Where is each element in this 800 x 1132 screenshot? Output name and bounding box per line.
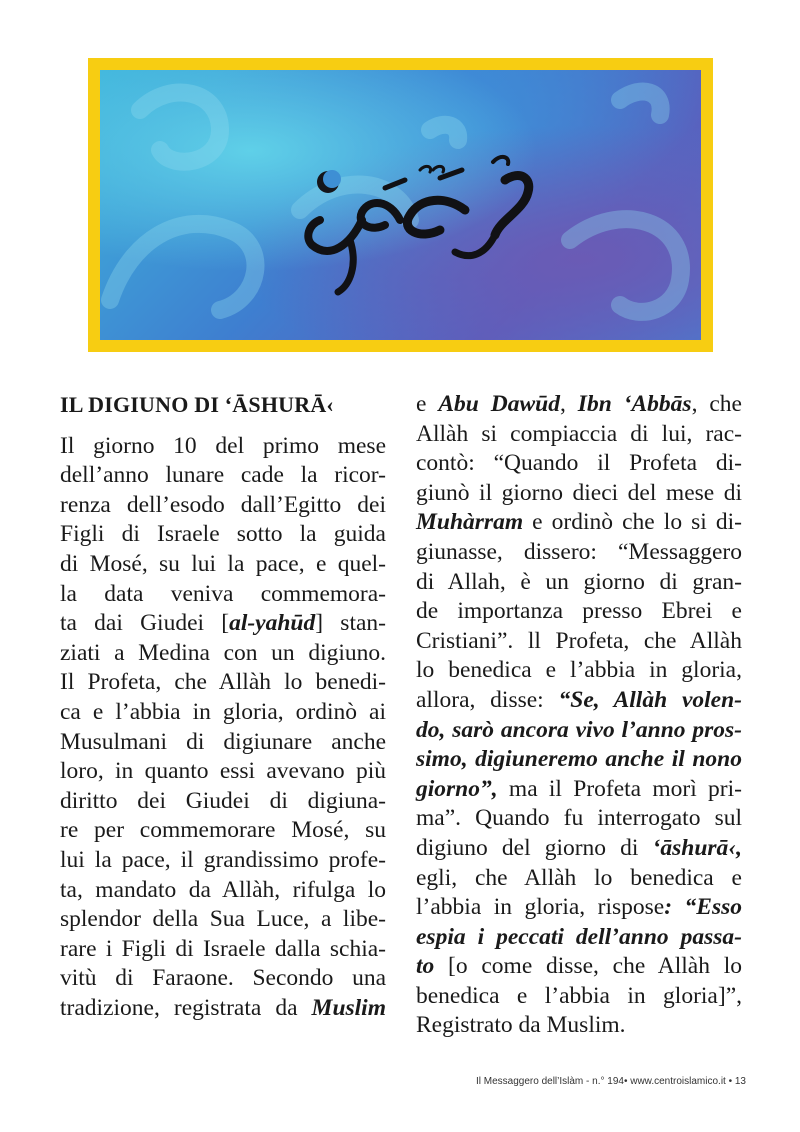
text-segment: [o come disse, che Allàh lo: [434, 953, 742, 980]
text-line: diritto dei Giudei di digiuna-: [60, 787, 386, 814]
text-line: ca e l’abbia in gloria, ordinò ai: [60, 698, 386, 725]
text-line: [60, 609, 386, 639]
text-line: lo benedica e l’abbia in gloria,: [416, 657, 742, 684]
term-ibn-abbas: Ibn ‘Abbās: [577, 391, 692, 417]
text-segment: , che: [691, 391, 742, 417]
text-line: [416, 716, 742, 746]
text-line: dell’anno lunare cade la ricor-: [60, 462, 386, 489]
term-al-yahud: al-yahūd: [229, 610, 316, 637]
article-heading: IL DIGIUNO DI ‘ĀSHURĀ‹: [60, 392, 334, 417]
text-line: loro, in quanto essi avevano più: [60, 758, 386, 785]
term-ashura: ‘āshurā‹,: [652, 834, 742, 861]
text-segment: ,: [560, 391, 578, 417]
text-segment: digiuno del giorno di: [416, 834, 653, 861]
left-paragraph: [60, 432, 386, 1024]
left-column: [60, 390, 386, 1023]
text-line: di Allah, è un giorno di gran-: [416, 568, 742, 595]
text-segment: ma il Profeta morì pri-: [497, 775, 742, 802]
text-line: Allàh si compiaccia di lui, rac-: [416, 420, 742, 447]
text-line: ma”. Quando fu interrogato sul: [416, 805, 742, 832]
term-muharram: Muhàrram: [416, 509, 524, 536]
text-line: [416, 834, 742, 864]
quote-hadith: do, sarò ancora vivo l’anno pros-: [416, 716, 742, 743]
text-line: splendor della Sua Luce, a libe-: [60, 906, 386, 933]
text-segment: e: [416, 391, 439, 417]
muharram-calligraphy-icon: [100, 70, 701, 340]
text-line: giunò il giorno dieci del mese di: [416, 479, 742, 506]
term-abu-dawud: Abu Dawūd: [438, 391, 560, 417]
text-line: lui la pace, il grandissimo profe-: [60, 846, 386, 873]
page-footer: [420, 1076, 746, 1087]
quote-hadith: “Se, Allàh volen-: [558, 686, 742, 713]
right-column: [416, 390, 742, 1041]
text-segment: e ordinò che lo si di-: [523, 509, 742, 536]
text-line: la data veniva commemora-: [60, 580, 386, 607]
text-line: [416, 508, 742, 538]
text-line: [416, 923, 742, 953]
text-line: Figli di Israele sotto la guida: [60, 521, 386, 548]
text-line: [60, 994, 386, 1024]
quote-hadith: espia i peccati dell’anno passa-: [416, 923, 742, 950]
term-muslim: Muslim: [311, 994, 386, 1021]
text-line: Musulmani di digiunare anche: [60, 728, 386, 755]
quote-hadith: : “Esso: [664, 894, 742, 921]
text-line: ta, mandato da Allàh, rifulga lo: [60, 876, 386, 903]
text-line: de importanza presso Ebrei e: [416, 598, 742, 625]
text-segment: ta dai Giudei [: [60, 610, 230, 637]
text-line: renza dell’esodo dall’Egitto dei: [60, 491, 386, 518]
text-line: benedica e l’abbia in gloria]”,: [416, 982, 742, 1009]
right-paragraph: [416, 390, 742, 1041]
text-segment: l’abbia in gloria, rispose: [416, 894, 665, 921]
text-line: vitù di Faraone. Secondo una: [60, 965, 386, 992]
text-line: Il Profeta, che Allàh lo benedi-: [60, 669, 386, 696]
text-line: giunasse, dissero: “Messaggero: [416, 538, 742, 565]
text-line: [416, 745, 742, 775]
text-segment: allora, disse:: [416, 686, 559, 713]
text-line: Cristiani”. ll Profeta, che Allàh: [416, 627, 742, 654]
text-line: [416, 390, 742, 420]
text-line: [416, 775, 742, 805]
text-line: egli, che Allàh lo benedica e: [416, 864, 742, 891]
text-line: Registrato da Muslim.: [416, 1012, 626, 1039]
text-segment: ] stan-: [315, 610, 386, 637]
text-segment: tradizione, registrata da: [60, 994, 312, 1021]
text-line: [416, 893, 742, 923]
text-line: re per commemorare Mosé, su: [60, 817, 386, 844]
text-line: contò: “Quando il Profeta di-: [416, 450, 742, 477]
footer-text: Il Messaggero dell’Islàm - n.° 194• www.centroislamico.it • 13: [476, 1076, 746, 1087]
text-line: di Mosé, su lui la pace, e quel-: [60, 550, 386, 577]
text-line: [416, 952, 742, 982]
text-line: ziati a Medina con un digiuno.: [60, 639, 386, 666]
quote-hadith: to: [416, 953, 435, 980]
text-line: [416, 686, 742, 716]
banner-watercolor: [100, 70, 701, 340]
header-banner: [88, 58, 713, 352]
text-line: rare i Figli di Israele dalla schia-: [60, 935, 386, 962]
quote-hadith: giorno”,: [416, 775, 498, 802]
quote-hadith: simo, digiuneremo anche il nono: [416, 746, 742, 773]
text-line: Il giorno 10 del primo mese: [60, 432, 386, 459]
